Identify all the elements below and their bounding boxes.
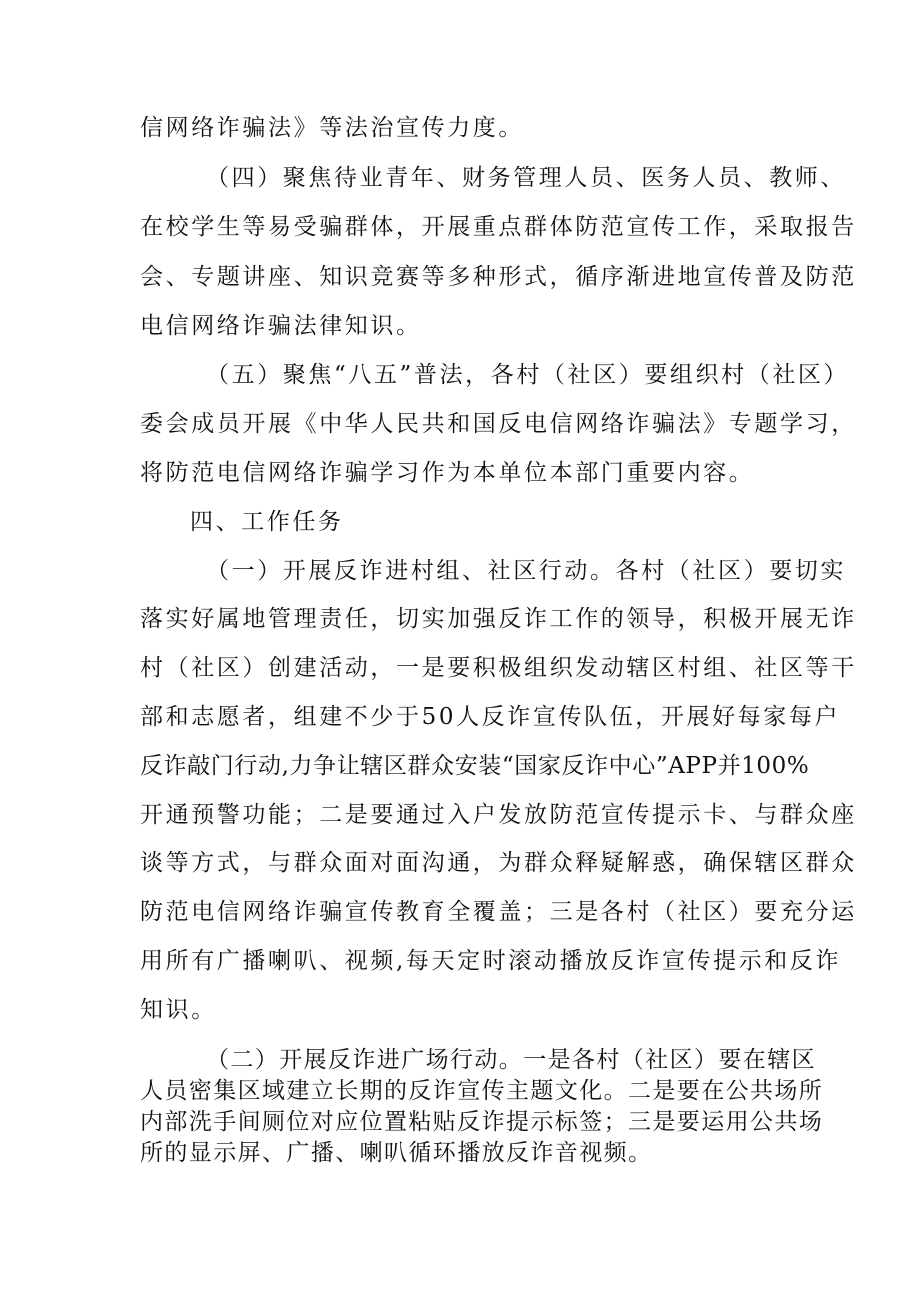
paragraph-line: 谈等方式，与群众面对面沟通，为群众释疑解惑，确保辖区群众 [140, 850, 857, 876]
paragraph-line: 村（社区）创建活动，一是要积极组织发动辖区村组、社区等干 [140, 655, 857, 681]
paragraph-line: 用所有广播喇叭、视频,每天定时滚动播放反诈宣传提示和反诈 [140, 948, 842, 974]
paragraph-line: 会、专题讲座、知识竞赛等多种形式，循序渐进地宣传普及防范 [140, 264, 857, 290]
paragraph-line: 信网络诈骗法》等法治宣传力度。 [140, 115, 524, 141]
paragraph-line: 反诈敲门行动,力争让辖区群众安装“国家反诈中心”APP并100% [140, 753, 810, 779]
paragraph-line: 电信网络诈骗法律知识。 [140, 313, 422, 339]
paragraph-line: 将防范电信网络诈骗学习作为本单位本部门重要内容。 [140, 460, 755, 486]
paragraph-line: 防范电信网络诈骗宣传教育全覆盖；三是各村（社区）要充分运 [140, 899, 857, 925]
paragraph-line: （四）聚焦待业青年、财务管理人员、医务人员、教师、 [206, 165, 846, 191]
paragraph-line: 所的显示屏、广播、喇叭循环播放反诈音视频。 [140, 1140, 653, 1166]
paragraph-line: （一）开展反诈进村组、社区行动。各村（社区）要切实 [206, 558, 846, 584]
paragraph-line: 人员密集区域建立长期的反诈宣传主题文化。二是要在公共场所 [140, 1078, 824, 1104]
paragraph-line: （二）开展反诈进广场行动。一是各村（社区）要在辖区 [206, 1047, 816, 1073]
paragraph-line: 落实好属地管理责任，切实加强反诈工作的领导，积极开展无诈 [140, 606, 857, 632]
paragraph-line: 部和志愿者，组建不少于50人反诈宣传队伍，开展好每家每户 [140, 704, 841, 730]
paragraph-line: 委会成员开展《中华人民共和国反电信网络诈骗法》专题学习， [140, 411, 857, 437]
paragraph-line: 内部洗手间厕位对应位置粘贴反诈提示标签；三是要运用公共场 [140, 1109, 824, 1135]
paragraph-line: 在校学生等易受骗群体，开展重点群体防范宣传工作，采取报告 [140, 214, 857, 240]
section-heading: 四、工作任务 [190, 509, 344, 535]
paragraph-line: 知识。 [140, 997, 217, 1023]
paragraph-line: （五）聚焦“八五”普法，各村（社区）要组织村（社区） [206, 362, 850, 388]
paragraph-line: 开通预警功能；二是要通过入户发放防范宣传提示卡、与群众座 [140, 802, 857, 828]
